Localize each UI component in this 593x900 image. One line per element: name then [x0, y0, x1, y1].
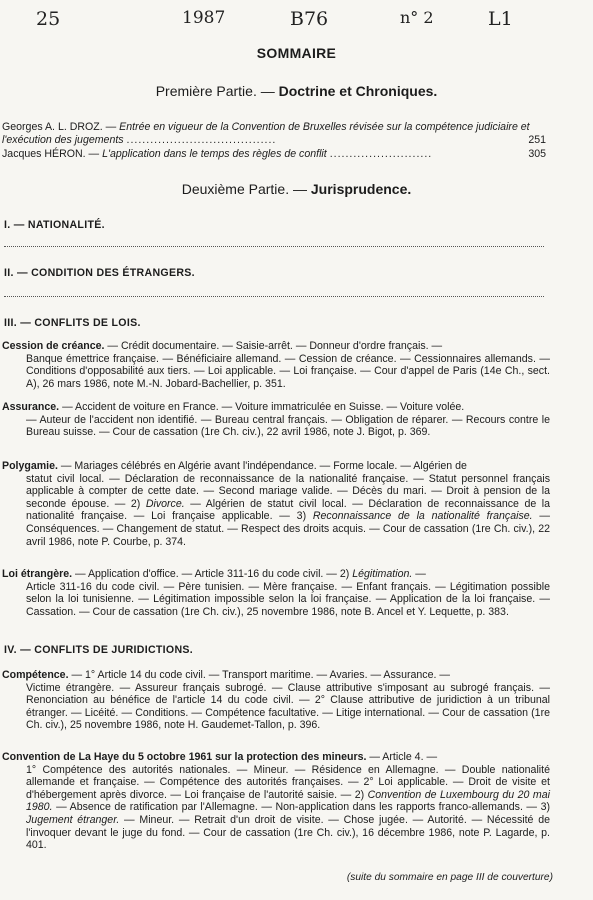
toc-author: Jacques HÉRON. — — [2, 148, 100, 160]
part-two-lead: Deuxième Partie. — — [181, 181, 307, 197]
toc-entry-droz[interactable] — [2, 121, 546, 147]
entry-polygamie[interactable]: Polygamie. — Mariages célébrés en Algérie avant l'indépendance. — Forme locale. — Algérien de statut civil local. — Déclaration de reconnaissance de la nationalité française. — Statut personnel français applicable à compter de cette date. — Second mariage valide. — Décès du mari. — Droit à pension de la seconde épouse. — 2) Divorce. — Algérien de statut civil local. — Déclaration de reconnaissance de la nationalité française. — Loi française applicable. — 3) Reconnaissance de la nationalité française. — Conséquences. — Changement de statut. — Respect des droits acquis. — Cour de cassation (1re Ch. civ.), 22 avril 1986, note P. Courbe, p. 374. — [2, 460, 550, 548]
toc-page: 251 — [528, 134, 546, 146]
toc-title: L'application dans le temps des règles de conflit — [102, 148, 327, 160]
entry-cession-creance[interactable]: Cession de créance. — Crédit documentaire. — Saisie-arrêt. — Donneur d'ordre français. — Banque émettrice française. — Bénéficiaire allemand. — Cession de créance. — Cessionnaires allemands. — Conditions d'opposabilité aux tiers. — Loi applicable. — Loi française. — Cour d'appel de Paris (14e Ch., sect. A), 26 mars 1986, note M.-N. Jobard-Bachellier, p. 351. — [2, 340, 550, 390]
handwritten-year: 1987 — [182, 8, 226, 28]
toc-page: 305 — [528, 148, 546, 160]
part-one-bold: Doctrine et Chroniques. — [278, 83, 438, 99]
toc-author: Georges A. L. DROZ. — — [2, 121, 117, 133]
toc-leader: ...................................... — [126, 134, 277, 146]
part-two-heading — [0, 181, 593, 197]
page-title: SOMMAIRE — [256, 45, 337, 61]
entry-heading: Cession de créance. — [2, 340, 105, 352]
entry-heading: Convention de La Haye du 5 octobre 1961 sur la protection des mineurs. — [2, 751, 367, 763]
part-one-heading — [0, 83, 593, 99]
toc-title: Entrée en vigueur de la Convention de Bruxelles révisée sur la compétence judiciaire et l'exécution des jugements — [2, 121, 530, 146]
section-nationalite: I. — NATIONALITÉ. — [4, 219, 105, 231]
section-condition-etrangers: II. — CONDITION DES ÉTRANGERS. — [4, 267, 195, 279]
toc-entry-heron[interactable] — [2, 148, 546, 161]
handwritten-mark: L1 — [488, 8, 513, 30]
dotted-separator — [4, 246, 544, 247]
section-conflits-lois: III. — CONFLITS DE LOIS. — [4, 317, 141, 329]
entry-competence[interactable]: Compétence. — 1° Article 14 du code civil. — Transport maritime. — Avaries. — Assurance. — Victime étrangère. — Assureur français subrogé. — Clause attributive s'imposant au subrogé français. — Renonciation au bénéfice de l'article 14 du code civil. — 2° Clause attributive de juridiction à un tribunal étranger. — Licéité. — Conditions. — Compétence facultative. — Litige international. — Cour de cassation (1re Ch. civ.), 25 novembre 1986, note H. Gaudemet-Tallon, p. 396. — [2, 669, 550, 732]
dotted-separator — [4, 296, 544, 297]
handwritten-number: 25 — [36, 8, 61, 30]
entry-assurance[interactable]: Assurance. — Accident de voiture en France. — Voiture immatriculée en Suisse. — Voiture volée. — Auteur de l'accident non identifié. — Bureau central français. — Obligation de réparer. — Recours contre le Bureau suisse. — Cour de cassation (1re Ch. civ.), 22 avril 1986, note J. Bigot, p. 369. — [2, 401, 550, 439]
handwritten-code: B76 — [290, 8, 329, 30]
entry-heading: Polygamie. — [2, 460, 58, 472]
footer-continuation-note: (suite du sommaire en page III de couverture) — [346, 872, 553, 883]
section-conflits-juridictions: IV. — CONFLITS DE JURIDICTIONS. — [4, 644, 194, 656]
entry-convention-la-haye[interactable]: Convention de La Haye du 5 octobre 1961 sur la protection des mineurs. — Article 4. — 1° Compétence des autorités nationales. — Mineur. — Résidence en Allemagne. — Double nationalité allemande et française. — Compétence des autorités françaises. — 2° Loi applicable. — Droit de visite et d'hébergement après divorce. — Loi française de l'autorité saisie. — 2) Convention de Luxembourg du 20 mai 1980. — Absence de ratification par l'Allemagne. — Non-application dans les rapports franco-allemands. — 3) Jugement étranger. — Mineur. — Retrait d'un droit de visite. — Chose jugée. — Autorité. — Nécessité de l'invoquer devant le juge du fond. — Cour de cassation (1re Ch. civ.), 16 décembre 1986, note P. Lagarde, p. 401. — [2, 751, 550, 852]
toc-leader: .......................... — [329, 148, 433, 160]
entry-heading: Assurance. — [2, 401, 60, 413]
entry-loi-etrangere[interactable]: Loi étrangère. — Application d'office. — Article 311-16 du code civil. — 2) Légitimation. — Article 311-16 du code civil. — Père tunisien. — Mère française. — Enfant français. — Légitimation possible selon la loi tunisienne. — Légitimation impossible selon la loi française. — Application de la loi française. — Cassation. — Cour de cassation (1re Ch. civ.), 25 novembre 1986, note B. Ancel et Y. Lequette, p. 383. — [2, 568, 550, 618]
handwritten-issue: n° 2 — [400, 8, 434, 27]
part-two-bold: Jurisprudence. — [310, 181, 412, 197]
part-one-lead: Première Partie. — — [155, 83, 275, 99]
entry-heading: Compétence. — [2, 669, 69, 681]
entry-heading: Loi étrangère. — [2, 568, 73, 580]
